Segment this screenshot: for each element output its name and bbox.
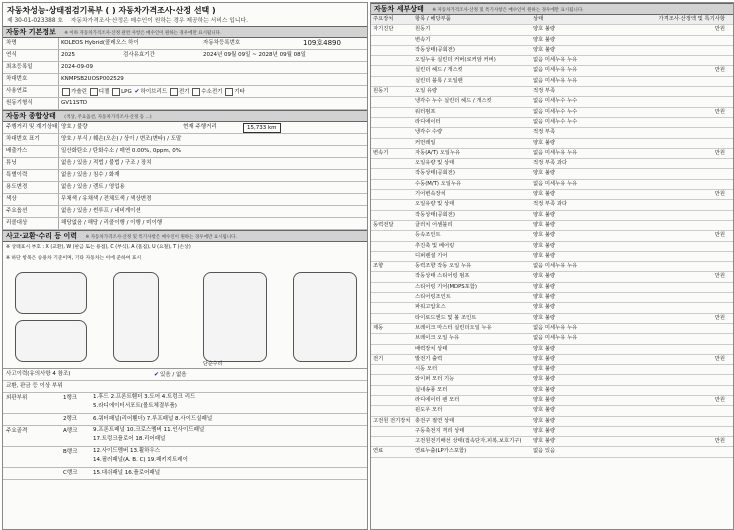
accident-legend-2: ※ 하단 항목은 승용차 기준이며, 기타 자동차는 이에 준하여 표시 xyxy=(6,256,142,261)
row-value: 해당없음 / 해당 / 리콜이행 / 이행 / 미이행 xyxy=(61,220,163,226)
outer-panel-label: 외판부위 xyxy=(6,395,28,401)
category-cell: 제동 xyxy=(373,324,384,331)
table-row xyxy=(3,218,367,230)
brank-label: B랭크 xyxy=(63,449,78,455)
vin-row xyxy=(3,74,367,86)
row-value: 없음 / 있음 / 렌트 / 영업용 xyxy=(61,184,125,190)
simple-repair-label: 단순수리 xyxy=(203,361,223,367)
state-cell: 양호 불량 xyxy=(533,191,556,198)
item-cell: 자동(A/T) 오일누유 xyxy=(415,149,461,156)
item-cell: 추진축 및 베어링 xyxy=(415,242,455,249)
vin-label: 차대번호 xyxy=(6,74,59,85)
item-cell: 오일 유량 xyxy=(415,88,438,95)
arank-items: 9.프론트패널 10.크로스멤버 11.인사이드패널 xyxy=(93,427,205,433)
rank1-label: 1랭크 xyxy=(63,395,78,401)
table-row xyxy=(371,231,733,241)
item-cell: 냉각수 누수 실린더 헤드 / 개스킷 xyxy=(415,98,492,105)
table-row xyxy=(371,272,733,282)
crank-row xyxy=(3,468,367,480)
item-cell: 라디에이터 팬 모터 xyxy=(415,396,460,403)
row-label: 튜닝 xyxy=(6,158,59,169)
item-cell: 와이퍼 모터 기능 xyxy=(415,376,455,383)
column-remark: 가격조사·산정액 및 특기사항 xyxy=(658,16,725,22)
item-cell: 등속조인트 xyxy=(415,232,441,239)
state-cell: 양호 불량 xyxy=(533,46,556,53)
table-row xyxy=(371,200,733,210)
table-row xyxy=(371,283,733,293)
detail-column-headers xyxy=(371,15,733,25)
remark-cell: 만원 xyxy=(714,273,725,280)
fuel-label: 사용연료 xyxy=(6,86,59,97)
item-cell: 동력조향 작동 오일 누유 xyxy=(415,263,472,270)
state-cell: 없음 미세누유 누유 xyxy=(533,67,578,74)
year-row xyxy=(3,50,367,62)
state-cell: 양호 불량 xyxy=(533,273,556,280)
checkbox xyxy=(90,88,98,96)
category-cell: 연료 xyxy=(373,448,384,455)
table-row xyxy=(371,87,733,97)
checkbox xyxy=(170,88,178,96)
engine-value: GV11STD xyxy=(61,100,88,106)
state-cell: 없음 미세누유 누유 xyxy=(533,77,578,84)
crank-label: C랭크 xyxy=(63,470,78,476)
car-name-row xyxy=(3,38,367,50)
row-label: 색상 xyxy=(6,194,59,205)
basic-info-title: 자동차 기본정보 xyxy=(6,28,56,36)
item-cell: 작동상태(공회전) xyxy=(415,46,455,53)
checkbox xyxy=(62,88,70,96)
general-state-title: 자동차 종합상태 xyxy=(6,112,56,120)
item-cell: 브레이크 오일 누유 xyxy=(415,335,460,342)
table-row xyxy=(371,36,733,46)
state-cell: 양호 불량 xyxy=(533,427,556,434)
item-cell: 작동상태(공회전) xyxy=(415,170,455,177)
fuel-option: 기타 xyxy=(234,89,245,95)
fuel-option: LPG xyxy=(121,89,132,95)
state-cell: 적정 부족 xyxy=(533,129,556,136)
table-row xyxy=(3,158,367,170)
item-cell: 윈도우 모터 xyxy=(415,407,443,414)
exchange-label: 교환, 판금 등 이상 부위 xyxy=(6,383,63,389)
state-cell: 없음 미세누유 누유 xyxy=(533,324,578,331)
detail-rows xyxy=(371,25,733,457)
remark-cell: 만원 xyxy=(714,396,725,403)
item-cell: 변속기 xyxy=(415,36,431,43)
rank1-items: 1.후드 2.프론트휀더 3.도어 4.트렁크 리드 xyxy=(93,394,196,400)
item-cell: 연료누출(LP가스포함) xyxy=(415,448,467,455)
inspect-period-label: 검사유효기간 xyxy=(123,52,155,58)
accident-history-value xyxy=(153,369,187,381)
table-row xyxy=(371,375,733,385)
state-cell: 적정 부족 xyxy=(533,88,556,95)
state-cell: 없음 있음 xyxy=(533,448,556,455)
row-value: 양호 / 불량 xyxy=(61,124,88,130)
price-service-notice: 자동차가격조사·산정은 매수인이 원하는 경우 제공하는 서비스 입니다. xyxy=(70,18,248,24)
table-row xyxy=(371,345,733,355)
category-cell: 조향 xyxy=(373,263,384,270)
basic-info-grid xyxy=(3,38,367,110)
exchange-header-row xyxy=(3,381,367,393)
record-number: 제 30-01-023388 호 xyxy=(7,18,63,24)
car-top-view xyxy=(203,272,267,362)
remark-cell: 만원 xyxy=(714,314,725,321)
state-cell: 양호 불량 xyxy=(533,211,556,218)
rank1-items-2: 5.라디에이터서포트(볼트체결부품) xyxy=(93,403,177,409)
table-row xyxy=(371,386,733,396)
fuel-option: 가솔린 xyxy=(71,89,87,95)
table-row xyxy=(371,334,733,344)
column-state: 상태 xyxy=(533,16,544,22)
right-page xyxy=(370,2,734,530)
state-cell: 양호 불량 xyxy=(533,386,556,393)
item-cell: 커먼레일 xyxy=(415,139,436,146)
first-reg-row xyxy=(3,62,367,74)
item-cell: 브레이크 마스터 실린더오일 누유 xyxy=(415,324,492,331)
mileage-value: 15,733 km xyxy=(243,123,281,133)
state-cell: 양호 불량 xyxy=(533,438,556,445)
fuel-row xyxy=(3,86,367,98)
item-cell: 실린더 헤드 / 개스킷 xyxy=(415,67,463,74)
table-row xyxy=(371,314,733,324)
item-cell: 오일유량 및 상태 xyxy=(415,201,455,208)
row-value: 일산화탄소 / 탄화수소 / 매연 0.00%, 0ppm, 0% xyxy=(61,148,181,154)
table-row xyxy=(371,252,733,262)
table-row xyxy=(3,134,367,146)
table-row xyxy=(371,355,733,365)
state-cell: 양호 불량 xyxy=(533,283,556,290)
detail-state-title: 자동차 세부상태 xyxy=(374,5,424,13)
fuel-option: 전기 xyxy=(178,89,190,95)
accident-history-label: 사고이력(유의사항 4 참조) xyxy=(6,371,71,377)
item-cell: 라디에이터 xyxy=(415,118,441,125)
state-cell: 없음 미세누수 누수 xyxy=(533,108,578,115)
accident-legend: ※ 상태표시 부호 : X (교환), W (판금 또는 용접), C (부식), A (흠집), U (요철), T (손상) xyxy=(6,245,191,250)
category-cell: 전기 xyxy=(373,355,384,362)
table-row xyxy=(371,190,733,200)
remark-cell: 만원 xyxy=(714,149,725,156)
car-front-view xyxy=(113,272,159,362)
remark-cell: 만원 xyxy=(714,438,725,445)
engine-label: 원동기형식 xyxy=(6,98,59,109)
category-cell: 자기진단 xyxy=(373,26,394,33)
item-cell: 수동(M/T) 오일누유 xyxy=(415,180,462,187)
rank2-row xyxy=(3,414,367,426)
item-cell: 실내송풍 모터 xyxy=(415,386,448,393)
remark-cell: 만원 xyxy=(714,191,725,198)
general-state-header xyxy=(3,110,367,122)
item-cell: 스티어링 기어(MDPS포함) xyxy=(415,283,477,290)
table-row xyxy=(3,170,367,182)
table-row xyxy=(3,182,367,194)
state-cell: 적정 부족 과다 xyxy=(533,160,568,167)
table-row xyxy=(371,56,733,66)
general-state-note: (색상, 주요옵션, 자동차가격조사·산정 등 ...) xyxy=(64,115,152,120)
reg-no-label: 자동차등록번호 xyxy=(203,40,241,46)
item-cell: 클러치 어셈블리 xyxy=(415,221,453,228)
table-row xyxy=(371,437,733,447)
reg-no-value: 109호4890 xyxy=(303,39,341,47)
item-cell: 파워고압호스 xyxy=(415,304,446,311)
column-item: 항목 / 해당부품 xyxy=(415,16,451,22)
table-row xyxy=(371,324,733,334)
category-cell: 원동기 xyxy=(373,88,389,95)
car-side-left-2 xyxy=(15,320,87,362)
table-row xyxy=(371,293,733,303)
first-reg-label: 최초등록일 xyxy=(6,62,59,73)
item-cell: 워터펌프 xyxy=(415,108,436,115)
checkmark-icon: ✔ xyxy=(153,371,160,378)
state-cell: 양호 불량 xyxy=(533,304,556,311)
year-value: 2025 xyxy=(61,52,75,58)
state-cell: 양호 불량 xyxy=(533,221,556,228)
state-cell: 없음 미세누유 누유 xyxy=(533,180,578,187)
arank-label: A랭크 xyxy=(63,428,78,434)
row-value: 없음 / 있음 / 썬루프 / 네비게이션 xyxy=(61,208,141,214)
checkmark-icon: ✔ xyxy=(134,88,140,95)
table-row xyxy=(371,66,733,76)
table-row xyxy=(371,25,733,35)
table-row xyxy=(371,242,733,252)
checkbox xyxy=(112,88,120,96)
category-cell: 변속기 xyxy=(373,149,389,156)
item-cell: 스티어링조인트 xyxy=(415,294,451,301)
table-row xyxy=(371,365,733,375)
accident-history-header xyxy=(3,230,367,242)
state-cell: 양호 불량 xyxy=(533,36,556,43)
rank2-label: 2랭크 xyxy=(63,416,78,422)
item-cell: 실린더 블록 / 오일팬 xyxy=(415,77,463,84)
remark-cell: 만원 xyxy=(714,108,725,115)
remark-cell: 만원 xyxy=(714,67,725,74)
vin-value: KNMPSB2UOSP002529 xyxy=(61,76,124,82)
yes-no: 있음 / 없음 xyxy=(160,372,187,378)
table-row xyxy=(3,206,367,218)
state-cell: 양호 불량 xyxy=(533,170,556,177)
table-row xyxy=(371,221,733,231)
table-row xyxy=(371,139,733,149)
row-label: 차대번호 표기 xyxy=(6,134,59,145)
row-value: 양호 / 부식 / 훼손(오손) / 상이 / 변조(변타) / 도말 xyxy=(61,136,182,142)
state-cell: 양호 불량 xyxy=(533,345,556,352)
car-side-right xyxy=(293,272,357,362)
year-label: 연식 xyxy=(6,50,59,61)
row-label: 리콜대상 xyxy=(6,218,59,229)
state-cell: 없음 미세누수 누수 xyxy=(533,118,578,125)
item-cell: 냉각수 수량 xyxy=(415,129,443,136)
item-cell: 배력장치 상태 xyxy=(415,345,448,352)
row-value: 없음 / 있음 / 적법 / 불법 / 구조 / 장치 xyxy=(61,160,152,166)
car-side-left xyxy=(15,272,87,314)
state-cell: 양호 불량 xyxy=(533,355,556,362)
item-cell: 원동기 xyxy=(415,26,431,33)
table-row xyxy=(371,262,733,272)
basic-info-note: ※ 이하 자동차가격조사·산정 관련 사항은 매수인이 원하는 경우에만 표시됩니다. xyxy=(64,31,222,36)
fuel-options xyxy=(61,86,245,98)
inspect-period-value: 2024년 09월 09일 ~ 2028년 09월 08일 xyxy=(203,52,306,58)
state-cell: 적정 부족 과다 xyxy=(533,201,568,208)
rank2-items: 6.쿼터패널(리어휀더) 7.루프패널 8.사이드실패널 xyxy=(93,416,213,422)
car-name-value: KOLEOS Hybrid(콜레오스 하이 xyxy=(61,40,139,46)
category-cell: 동력전달 xyxy=(373,221,394,228)
table-row xyxy=(371,427,733,437)
mileage-label: 현재 주행거리 xyxy=(183,124,217,130)
arank-row xyxy=(3,426,367,447)
state-cell: 양호 불량 xyxy=(533,396,556,403)
fuel-option: 하이브리드 xyxy=(140,89,168,95)
row-label: 용도변경 xyxy=(6,182,59,193)
table-row xyxy=(371,303,733,313)
state-cell: 양호 불량 xyxy=(533,139,556,146)
table-row xyxy=(371,97,733,107)
item-cell: 충전구 절연 상태 xyxy=(415,417,455,424)
table-row xyxy=(3,194,367,206)
basic-info-header xyxy=(3,26,367,38)
mileage-row xyxy=(3,122,367,134)
checkbox xyxy=(225,88,233,96)
table-row xyxy=(371,77,733,87)
left-page xyxy=(2,2,368,530)
row-label: 배출가스 xyxy=(6,146,59,157)
table-row xyxy=(371,447,733,457)
item-cell: 오일유량 및 상태 xyxy=(415,160,455,167)
brank-items: 12.사이드멤버 13.휠하우스 xyxy=(93,448,161,454)
table-row xyxy=(371,169,733,179)
fuel-option: 디젤 xyxy=(98,89,110,95)
row-label: 특별이력 xyxy=(6,170,59,181)
table-row xyxy=(371,108,733,118)
row-value: 없음 / 있음 / 침수 / 화재 xyxy=(61,172,120,178)
accident-history-title: 사고·교환·수리 등 이력 xyxy=(6,232,78,240)
brank-row xyxy=(3,447,367,468)
item-cell: 시동 모터 xyxy=(415,366,438,373)
state-cell: 없음 미세누유 누유 xyxy=(533,57,578,64)
first-reg-value: 2024-09-09 xyxy=(61,64,93,70)
main-frame-label: 주요골격 xyxy=(6,428,28,434)
item-cell: 발전기 출력 xyxy=(415,355,443,362)
state-cell: 없음 미세누유 누유 xyxy=(533,263,578,270)
table-row xyxy=(371,417,733,427)
item-cell: 고전원전기배선 상태(접속단자,피복,보호기구) xyxy=(415,438,522,445)
state-cell: 양호 불량 xyxy=(533,366,556,373)
remark-cell: 만원 xyxy=(714,232,725,239)
engine-row xyxy=(3,98,367,110)
remark-cell: 만원 xyxy=(714,355,725,362)
state-cell: 없음 미세누유 누유 xyxy=(533,335,578,342)
table-row xyxy=(371,180,733,190)
item-cell: 구동축전지 격리 상태 xyxy=(415,427,465,434)
table-row xyxy=(371,128,733,138)
state-cell: 양호 불량 xyxy=(533,376,556,383)
column-main-device: 주요장치 xyxy=(373,16,394,22)
detail-state-header xyxy=(371,3,733,15)
table-row xyxy=(371,211,733,221)
fuel-option: 수소전기 xyxy=(201,89,223,95)
table-row xyxy=(371,46,733,56)
checkbox xyxy=(192,88,200,96)
item-cell: 작동상태 스티어링 펌프 xyxy=(415,273,470,280)
crank-items: 15.대쉬패널 16.플로어패널 xyxy=(93,470,161,476)
car-name-label: 차명 xyxy=(6,38,59,49)
item-cell: 타이로드엔드 및 볼 조인트 xyxy=(415,314,477,321)
state-cell: 양호 불량 xyxy=(533,26,556,33)
general-state-grid xyxy=(3,122,367,230)
table-row xyxy=(371,149,733,159)
item-cell: 오일누유 실린더 커버(로커암 커버) xyxy=(415,57,496,64)
state-cell: 양호 불량 xyxy=(533,417,556,424)
brank-items-2: 14.필러패널(A. B. C) 19.패키지트레이 xyxy=(93,457,188,463)
item-cell: 기어변속장치 xyxy=(415,191,446,198)
accident-history-row xyxy=(3,369,367,381)
detail-state-note: ※ 자동차가격조사·산정 및 특기사항은 매수인이 원하는 경우에만 표시됩니다. xyxy=(432,8,584,13)
item-cell: 디퍼렌셜 기어 xyxy=(415,252,448,259)
item-cell: 작동상태(공회전) xyxy=(415,211,455,218)
remark-cell: 만원 xyxy=(714,26,725,33)
category-cell: 고전원 전기장치 xyxy=(373,417,411,424)
state-cell: 없음 미세누유 누유 xyxy=(533,149,578,156)
state-cell: 양호 불량 xyxy=(533,252,556,259)
state-cell: 양호 불량 xyxy=(533,314,556,321)
table-row xyxy=(371,118,733,128)
state-cell: 양호 불량 xyxy=(533,232,556,239)
table-row xyxy=(371,406,733,416)
state-cell: 양호 불량 xyxy=(533,407,556,414)
table-row xyxy=(371,159,733,169)
state-cell: 양호 불량 xyxy=(533,242,556,249)
table-row xyxy=(3,146,367,158)
state-cell: 없음 미세누수 누수 xyxy=(533,98,578,105)
arank-items-2: 17.트렁크플로어 18.리어패널 xyxy=(93,436,166,442)
state-cell: 양호 불량 xyxy=(533,294,556,301)
table-row xyxy=(371,396,733,406)
car-diagram xyxy=(3,264,367,369)
row-label: 주요옵션 xyxy=(6,206,59,217)
document-title: 자동차성능·상태점검기록부 ( ) 자동차가격조사·산정 선택 ) xyxy=(7,6,216,15)
accident-history-note: ※ 자동차가격조사·산정 및 특기사항은 매수인이 원하는 경우에만 표시됩니다. xyxy=(85,235,237,240)
rank1-row xyxy=(3,393,367,414)
row-label: 주행거리 및 계기상태 xyxy=(6,122,59,133)
row-value: 무채색 / 유채색 / 전체도색 / 색상변경 xyxy=(61,196,152,202)
